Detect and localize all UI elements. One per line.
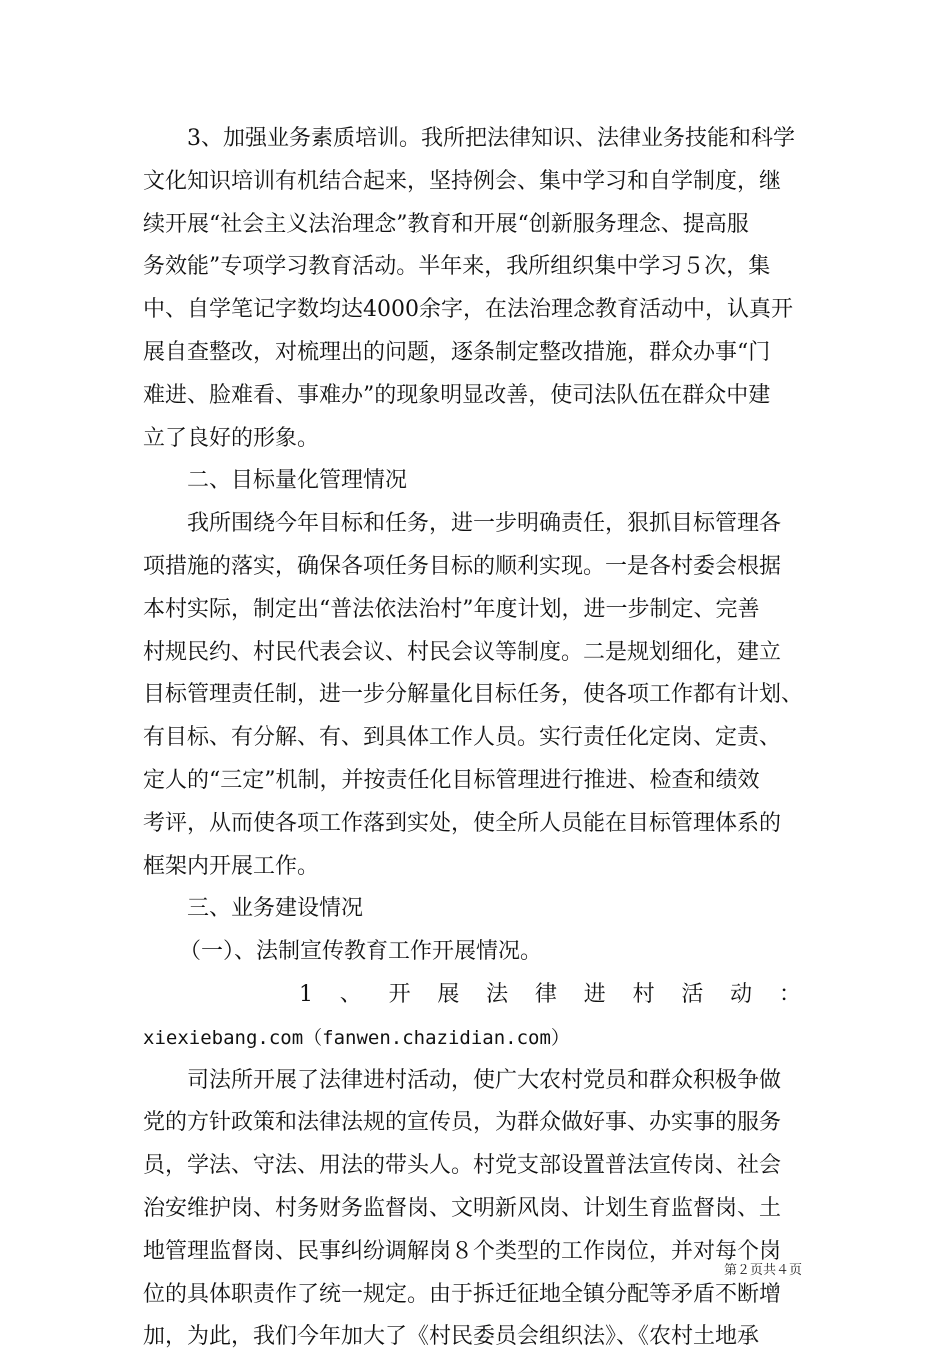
spaced-char: 法 (486, 981, 509, 1007)
paragraph-line: 立了良好的形象。 (143, 425, 320, 451)
subsection-heading: （一）、法制宣传教育工作开展情况。 (179, 939, 543, 965)
paragraph-line: 展自查整改，对梳理出的问题，逐条制定整改措施，群众办事“门 (143, 339, 771, 365)
spaced-char: 展 (437, 981, 460, 1007)
paragraph-line: 加，为此，我们今年加大了《村民委员会组织法》、《农村土地承 (143, 1324, 760, 1350)
paragraph-line: 治安维护岗、村务财务监督岗、文明新风岗、计划生育监督岗、土 (143, 1195, 782, 1221)
paragraph-line: 党的方针政策和法律法规的宣传员，为群众做好事、办实事的服务 (143, 1110, 782, 1136)
paragraph-line: 员，学法、守法、用法的带头人。村党支部设置普法宣传岗、社会 (143, 1153, 782, 1179)
source-line: xiexiebang.com（fanwen.chazidian.com） (143, 1026, 570, 1049)
spaced-char: 、 (339, 981, 362, 1007)
paragraph-line: 考评，从而使各项工作落到实处，使全所人员能在目标管理体系的 (143, 810, 782, 836)
paragraph-line: 位的具体职责作了统一规定。由于拆迁征地全镇分配等矛盾不断增 (143, 1281, 782, 1307)
page-number: 第２页共４页 (723, 1263, 802, 1278)
spaced-char: 开 (388, 981, 411, 1007)
spaced-char: 动 (730, 981, 753, 1007)
paragraph-line: 续开展“社会主义法治理念”教育和开展“创新服务理念、提高服 (143, 211, 749, 237)
paragraph-line: 3、加强业务素质培训。我所把法律知识、法律业务技能和科学 (187, 126, 795, 151)
paragraph-line: 有目标、有分解、有、到具体工作人员。实行责任化定岗、定责、 (143, 725, 782, 751)
paragraph-line: 定人的“三定”机制，并按责任化目标管理进行推进、检查和绩效 (143, 767, 760, 793)
paragraph-line: 司法所开展了法律进村活动，使广大农村党员和群众积极争做 (187, 1067, 782, 1093)
paragraph-line: 村规民约、村民代表会议、村民会议等制度。二是规划细化，建立 (143, 639, 782, 665)
paragraph-line: 框架内开展工作。 (143, 853, 320, 879)
paragraph-line: 难进、脸难看、事难办”的现象明显改善，使司法队伍在群众中建 (143, 382, 771, 408)
spaced-char: ： (778, 981, 801, 1007)
spaced-char: 活 (681, 981, 704, 1007)
paragraph-line: 我所围绕今年目标和任务，进一步明确责任，狠抓目标管理各 (187, 511, 782, 537)
spaced-char: 律 (534, 981, 557, 1007)
spaced-char: 村 (632, 981, 655, 1007)
paragraph-line: 项措施的落实，确保各项任务目标的顺利实现。一是各村委会根据 (143, 553, 782, 579)
spaced-char: 1 (299, 981, 313, 1007)
section-heading: 三、业务建设情况 (187, 896, 364, 922)
paragraph-line: 务效能”专项学习教育活动。半年来，我所组织集中学习５次，集 (143, 254, 771, 280)
document-body (143, 118, 823, 1359)
section-heading: 二、目标量化管理情况 (187, 468, 408, 494)
paragraph-line: 本村实际，制定出“普法依法治村”年度计划，进一步制定、完善 (143, 596, 760, 622)
paragraph-line: 中、自学笔记字数均达4000余字，在法治理念教育活动中，认真开 (143, 297, 793, 323)
spaced-heading (143, 974, 823, 1017)
spaced-char: 进 (583, 981, 606, 1007)
paragraph-line: 地管理监督岗、民事纠纷调解岗８个类型的工作岗位，并对每个岗 (143, 1238, 782, 1264)
paragraph-line: 文化知识培训有机结合起来，坚持例会、集中学习和自学制度，继 (143, 168, 782, 194)
paragraph-line: 目标管理责任制，进一步分解量化目标任务，使各项工作都有计划、 (143, 682, 804, 708)
